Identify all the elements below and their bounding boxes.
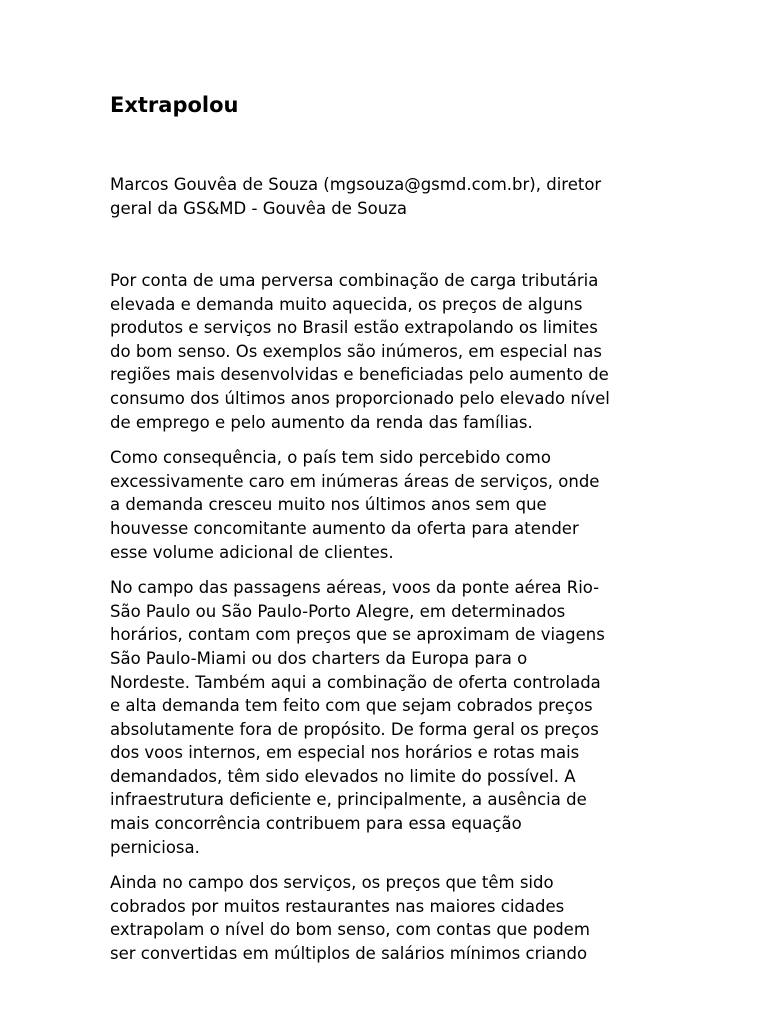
text-line: ser convertidas em múltiplos de salários mínimos criando: [110, 944, 588, 964]
paragraph-4: [110, 871, 662, 965]
text-line: dos voos internos, em especial nos horários e rotas mais: [110, 743, 580, 763]
text-line: mais concorrência contribuem para essa equação: [110, 814, 522, 834]
text-line: consumo dos últimos anos proporcionado pelo elevado nível: [110, 388, 610, 408]
text-line: cobrados por muitos restaurantes nas maiores cidades: [110, 896, 565, 916]
article-body: [110, 269, 662, 978]
text-line: demandados, têm sido elevados no limite do possível. A: [110, 766, 576, 786]
text-line: São Paulo ou São Paulo-Porto Alegre, em determinados: [110, 601, 566, 621]
text-line: No campo das passagens aéreas, voos da ponte aérea Rio-: [110, 578, 600, 598]
byline-line: geral da GS&MD - Gouvêa de Souza: [110, 198, 407, 218]
byline-line: Marcos Gouvêa de Souza (mgsouza@gsmd.com.br), diretor: [110, 175, 602, 194]
text-line: absolutamente fora de propósito. De forma geral os preços: [110, 719, 599, 739]
text-line: esse volume adicional de clientes.: [110, 542, 394, 562]
text-line: a demanda cresceu muito nos últimos anos sem que: [110, 495, 547, 515]
text-line: perniciosa.: [110, 837, 200, 857]
text-line: elevada e demanda muito aquecida, os preços de alguns: [110, 294, 583, 314]
text-line: houvesse concomitante aumento da oferta para atender: [110, 518, 579, 538]
text-line: de emprego e pelo aumento da renda das famílias.: [110, 412, 533, 432]
text-line: excessivamente caro em inúmeras áreas de serviços, onde: [110, 471, 600, 491]
author-byline: [110, 173, 662, 220]
paragraph-2: [110, 446, 662, 564]
text-line: infraestrutura deficiente e, principalmente, a ausência de: [110, 790, 587, 810]
text-line: do bom senso. Os exemplos são inúmeros, em especial nas: [110, 341, 602, 361]
text-line: Nordeste. Também aqui a combinação de oferta controlada: [110, 672, 601, 692]
text-line: São Paulo-Miami ou dos charters da Europa para o: [110, 648, 528, 668]
text-line: horários, contam com preços que se aproximam de viagens: [110, 625, 605, 645]
text-line: e alta demanda tem feito com que sejam cobrados preços: [110, 696, 593, 716]
text-line: produtos e serviços no Brasil estão extrapolando os limites: [110, 318, 598, 338]
text-line: Como consequência, o país tem sido percebido como: [110, 448, 551, 468]
text-line: extrapolam o nível do bom senso, com contas que podem: [110, 920, 590, 940]
document-title: Extrapolou: [110, 93, 239, 117]
paragraph-3: [110, 576, 662, 859]
text-line: regiões mais desenvolvidas e beneficiadas pelo aumento de: [110, 365, 609, 385]
text-line: Ainda no campo dos serviços, os preços que têm sido: [110, 873, 554, 893]
text-line: Por conta de uma perversa combinação de carga tributária: [110, 271, 599, 290]
paragraph-1: [110, 269, 662, 434]
